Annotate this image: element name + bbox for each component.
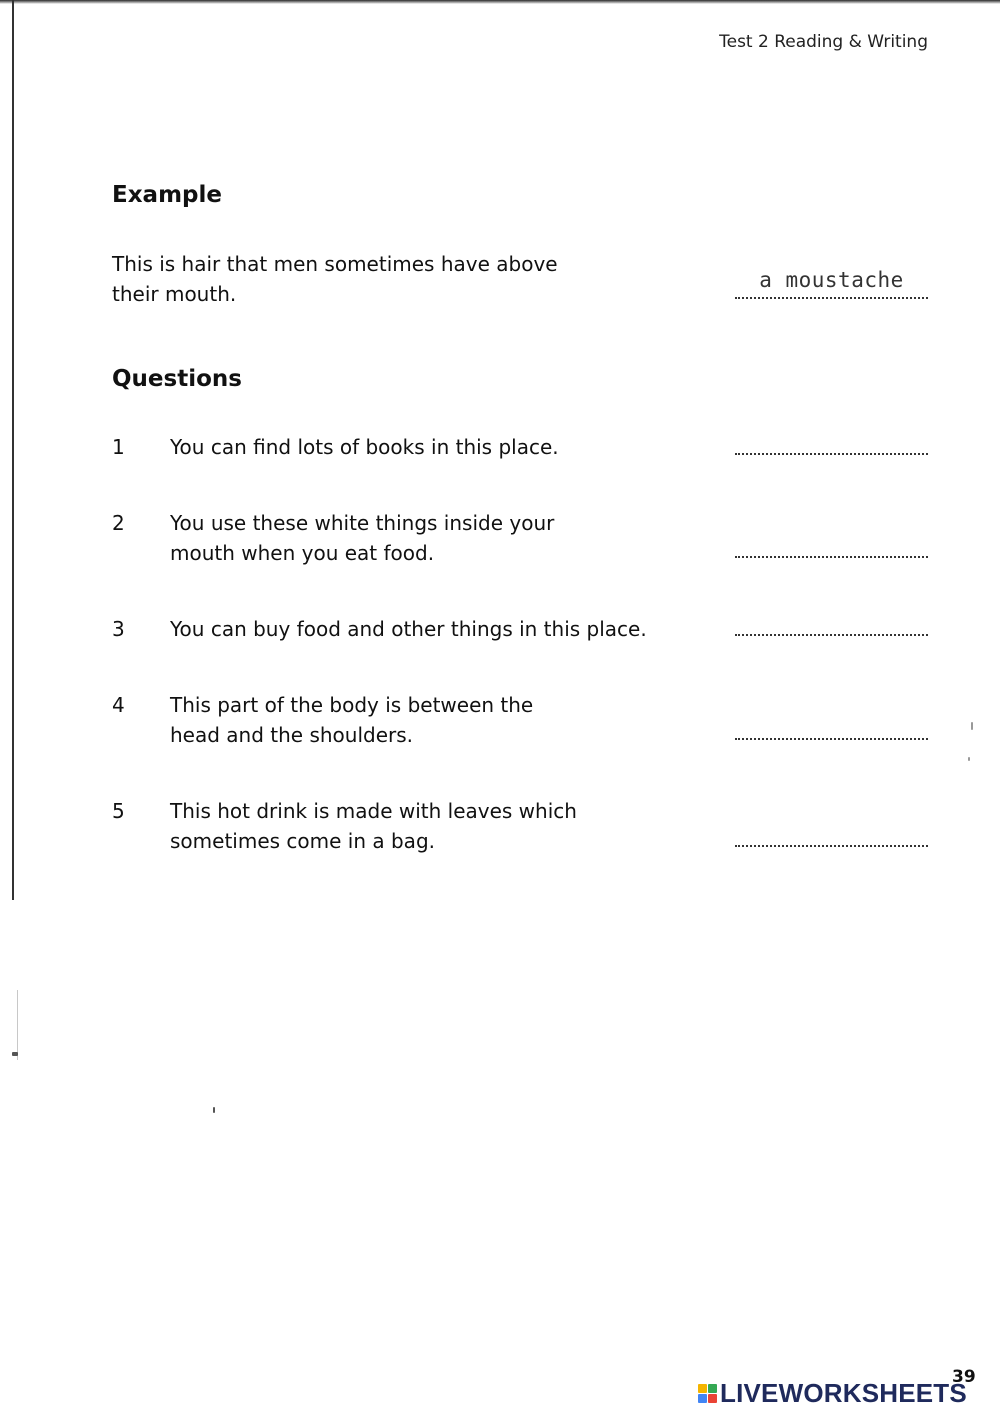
question-3-line1: You can buy food and other things in this place. [170,617,647,641]
scan-speck [213,1107,215,1113]
question-1-text [170,432,559,462]
question-5-number: 5 [112,799,125,823]
example-prompt-line1: This is hair that men sometimes have above [112,252,558,276]
liveworksheets-logo-text: LIVEWORKSHEETS [720,1377,967,1408]
question-5-line1: This hot drink is made with leaves which [170,799,577,823]
question-1-number: 1 [112,435,125,459]
question-3-text [170,614,647,644]
scan-speck [968,757,970,761]
running-head: Test 2 Reading & Writing [719,32,928,52]
question-5-answer-field[interactable] [735,845,928,847]
question-2-answer-field[interactable] [735,556,928,558]
example-answer-line [735,297,928,299]
logo-block [698,1394,707,1403]
question-3-number: 3 [112,617,125,641]
page-left-edge [12,0,14,900]
logo-block [708,1384,717,1393]
questions-heading: Questions [112,366,242,392]
question-4-text [170,690,533,750]
page-number: 39 [952,1367,976,1387]
question-1-answer-field[interactable] [735,453,928,455]
logo-block [708,1394,717,1403]
liveworksheets-logo[interactable] [698,1377,967,1409]
question-4-answer-field[interactable] [735,738,928,740]
question-2-text [170,508,554,568]
example-answer: a moustache [759,268,904,292]
question-1-line1: You can find lots of books in this place. [170,435,559,459]
logo-block [698,1384,707,1393]
question-5-line2: sometimes come in a bag. [170,829,435,853]
scan-speck [12,1052,18,1056]
example-prompt-line2: their mouth. [112,282,237,306]
example-heading: Example [112,182,222,208]
scan-speck [971,722,973,730]
question-3-answer-field[interactable] [735,634,928,636]
example-prompt [112,249,558,309]
question-4-number: 4 [112,693,125,717]
question-4-line2: head and the shoulders. [170,723,414,747]
question-2-line1: You use these white things inside your [170,511,555,535]
page-left-edge-faint [17,990,18,1060]
question-5-text [170,796,577,856]
question-2-line2: mouth when you eat food. [170,541,435,565]
question-2-number: 2 [112,511,125,535]
page-top-edge [0,0,1000,4]
liveworksheets-blocks-icon [698,1384,717,1403]
question-4-line1: This part of the body is between the [170,693,534,717]
